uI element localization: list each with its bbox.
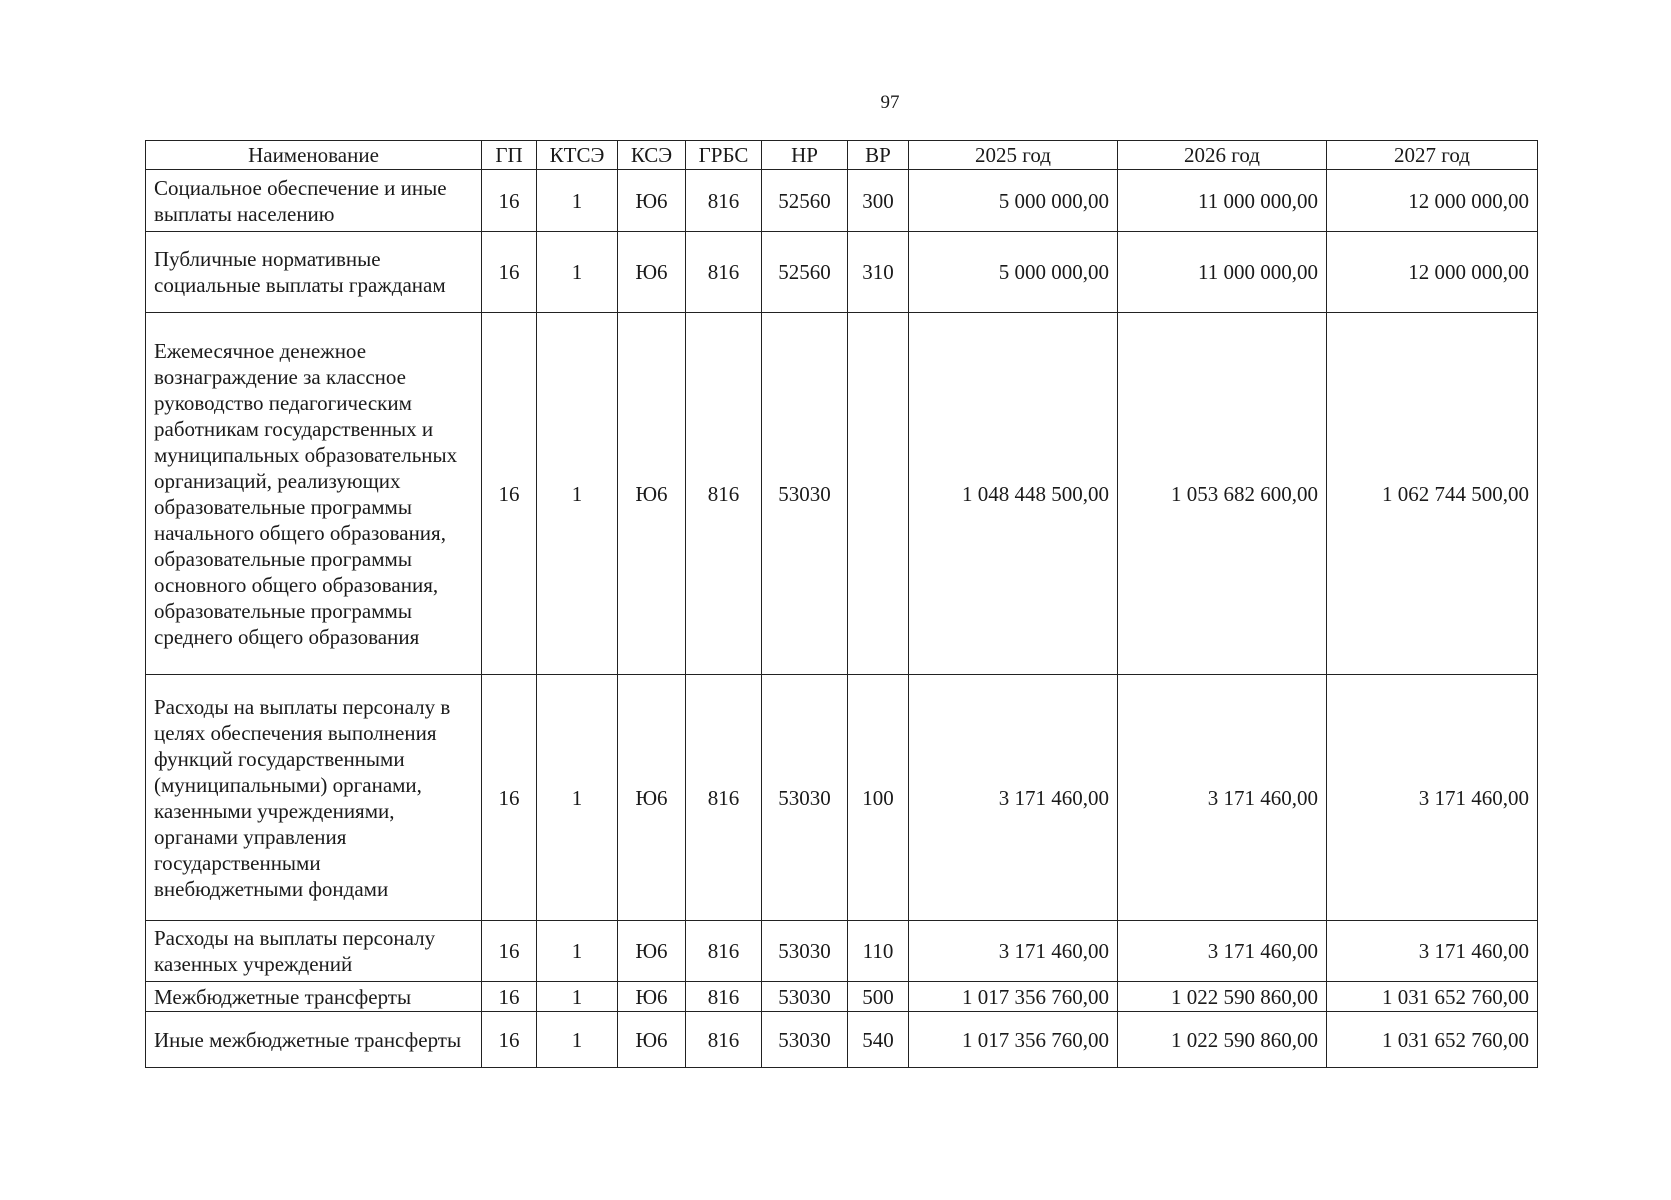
cell-2027: 3 171 460,00 bbox=[1327, 675, 1538, 921]
cell-vr: 100 bbox=[848, 675, 909, 921]
cell-name: Социальное обеспечение и иные выплаты населению bbox=[146, 170, 482, 232]
header-grbs: ГРБС bbox=[686, 141, 762, 170]
header-name: Наименование bbox=[146, 141, 482, 170]
cell-kse: Ю6 bbox=[618, 232, 686, 313]
page-number: 97 bbox=[880, 92, 900, 113]
cell-nr: 53030 bbox=[762, 675, 848, 921]
cell-kse: Ю6 bbox=[618, 313, 686, 675]
cell-gp: 16 bbox=[482, 1012, 537, 1068]
cell-kse: Ю6 bbox=[618, 982, 686, 1012]
cell-nr: 52560 bbox=[762, 170, 848, 232]
cell-2026: 11 000 000,00 bbox=[1118, 170, 1327, 232]
cell-2025: 5 000 000,00 bbox=[909, 232, 1118, 313]
cell-gp: 16 bbox=[482, 313, 537, 675]
cell-vr: 300 bbox=[848, 170, 909, 232]
cell-gp: 16 bbox=[482, 232, 537, 313]
cell-ktse: 1 bbox=[537, 170, 618, 232]
cell-2027: 3 171 460,00 bbox=[1327, 921, 1538, 982]
cell-gp: 16 bbox=[482, 675, 537, 921]
cell-vr bbox=[848, 313, 909, 675]
header-2027: 2027 год bbox=[1327, 141, 1538, 170]
cell-ktse: 1 bbox=[537, 232, 618, 313]
header-kse: КСЭ bbox=[618, 141, 686, 170]
budget-table bbox=[145, 140, 1538, 1068]
cell-2025: 3 171 460,00 bbox=[909, 921, 1118, 982]
cell-name: Расходы на выплаты персоналу в целях обеспечения выполнения функций государственными (муниципальными) органами, казенными учреждениями, органами управления государственными внебюджетными фондами bbox=[146, 675, 482, 921]
cell-grbs: 816 bbox=[686, 921, 762, 982]
table-row bbox=[146, 232, 1538, 313]
cell-2026: 3 171 460,00 bbox=[1118, 675, 1327, 921]
cell-kse: Ю6 bbox=[618, 1012, 686, 1068]
table-row bbox=[146, 675, 1538, 921]
cell-grbs: 816 bbox=[686, 982, 762, 1012]
cell-nr: 53030 bbox=[762, 982, 848, 1012]
cell-2027: 12 000 000,00 bbox=[1327, 232, 1538, 313]
cell-2025: 3 171 460,00 bbox=[909, 675, 1118, 921]
cell-2026: 1 022 590 860,00 bbox=[1118, 982, 1327, 1012]
cell-2027: 12 000 000,00 bbox=[1327, 170, 1538, 232]
cell-grbs: 816 bbox=[686, 675, 762, 921]
header-nr: НР bbox=[762, 141, 848, 170]
cell-ktse: 1 bbox=[537, 313, 618, 675]
cell-nr: 52560 bbox=[762, 232, 848, 313]
cell-2026: 1 053 682 600,00 bbox=[1118, 313, 1327, 675]
table-row bbox=[146, 313, 1538, 675]
cell-kse: Ю6 bbox=[618, 675, 686, 921]
cell-name: Ежемесячное денежное вознаграждение за классное руководство педагогическим работникам государственных и муниципальных образовательных организаций, реализующих образовательные программы начального общего образования, образовательные программы основного общего образования, образовательные программы среднего общего образования bbox=[146, 313, 482, 675]
cell-2025: 1 048 448 500,00 bbox=[909, 313, 1118, 675]
header-ktse: КТСЭ bbox=[537, 141, 618, 170]
cell-2025: 5 000 000,00 bbox=[909, 170, 1118, 232]
table-row bbox=[146, 982, 1538, 1012]
cell-vr: 500 bbox=[848, 982, 909, 1012]
cell-ktse: 1 bbox=[537, 675, 618, 921]
cell-vr: 540 bbox=[848, 1012, 909, 1068]
cell-2026: 1 022 590 860,00 bbox=[1118, 1012, 1327, 1068]
cell-2025: 1 017 356 760,00 bbox=[909, 982, 1118, 1012]
cell-vr: 310 bbox=[848, 232, 909, 313]
cell-2026: 3 171 460,00 bbox=[1118, 921, 1327, 982]
cell-ktse: 1 bbox=[537, 921, 618, 982]
cell-gp: 16 bbox=[482, 921, 537, 982]
cell-2027: 1 031 652 760,00 bbox=[1327, 1012, 1538, 1068]
header-vr: ВР bbox=[848, 141, 909, 170]
table-row bbox=[146, 1012, 1538, 1068]
cell-gp: 16 bbox=[482, 170, 537, 232]
table-row bbox=[146, 921, 1538, 982]
cell-name: Межбюджетные трансферты bbox=[146, 982, 482, 1012]
cell-name: Расходы на выплаты персоналу казенных учреждений bbox=[146, 921, 482, 982]
cell-name: Иные межбюджетные трансферты bbox=[146, 1012, 482, 1068]
cell-nr: 53030 bbox=[762, 313, 848, 675]
cell-2027: 1 031 652 760,00 bbox=[1327, 982, 1538, 1012]
cell-ktse: 1 bbox=[537, 1012, 618, 1068]
header-2026: 2026 год bbox=[1118, 141, 1327, 170]
cell-kse: Ю6 bbox=[618, 170, 686, 232]
cell-2025: 1 017 356 760,00 bbox=[909, 1012, 1118, 1068]
cell-grbs: 816 bbox=[686, 232, 762, 313]
cell-nr: 53030 bbox=[762, 1012, 848, 1068]
cell-gp: 16 bbox=[482, 982, 537, 1012]
cell-ktse: 1 bbox=[537, 982, 618, 1012]
cell-name: Публичные нормативные социальные выплаты гражданам bbox=[146, 232, 482, 313]
cell-nr: 53030 bbox=[762, 921, 848, 982]
cell-2027: 1 062 744 500,00 bbox=[1327, 313, 1538, 675]
cell-grbs: 816 bbox=[686, 1012, 762, 1068]
cell-grbs: 816 bbox=[686, 170, 762, 232]
header-gp: ГП bbox=[482, 141, 537, 170]
table-row bbox=[146, 170, 1538, 232]
cell-2026: 11 000 000,00 bbox=[1118, 232, 1327, 313]
cell-vr: 110 bbox=[848, 921, 909, 982]
cell-kse: Ю6 bbox=[618, 921, 686, 982]
header-2025: 2025 год bbox=[909, 141, 1118, 170]
cell-grbs: 816 bbox=[686, 313, 762, 675]
header-row bbox=[146, 141, 1538, 170]
